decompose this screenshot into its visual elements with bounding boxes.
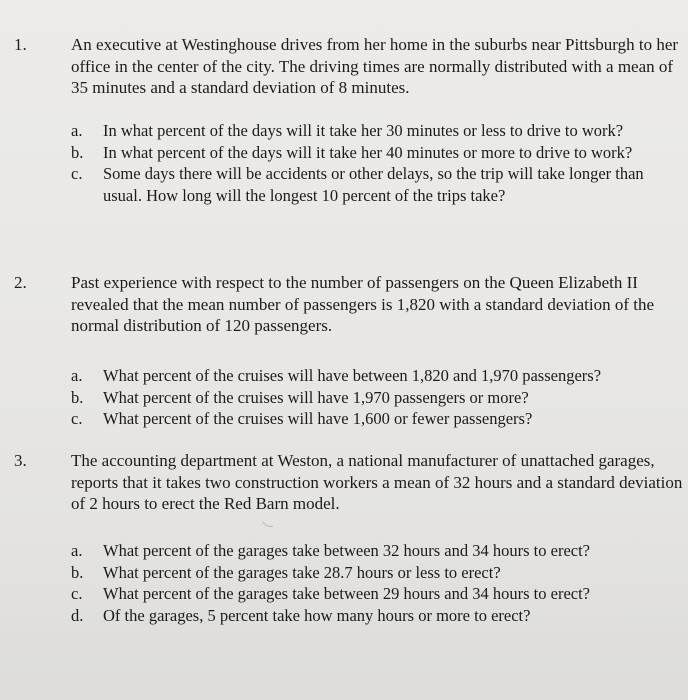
problem-parts xyxy=(71,365,671,430)
problem-stem: An executive at Westinghouse drives from her home in the suburbs near Pittsburgh to her office in the center of the city. The driving times are normally distributed with a mean of 35 minutes and a standard deviation of 8 minutes. xyxy=(71,35,679,97)
part-text: In what percent of the days will it take her 30 minutes or less to drive to work? xyxy=(103,121,624,140)
problem-3-part-a xyxy=(71,540,671,562)
part-text: Of the garages, 5 percent take how many hours or more to erect? xyxy=(103,605,531,625)
problem-2-part-b xyxy=(71,387,671,409)
part-letter: a. xyxy=(71,121,83,140)
part-letter: b. xyxy=(71,387,84,407)
part-letter: a. xyxy=(71,366,83,385)
part-letter: d. xyxy=(71,605,84,625)
pencil-tick-mark xyxy=(262,520,274,530)
problem-1-part-b xyxy=(71,142,651,164)
problem-1-part-c xyxy=(71,163,651,206)
part-text: In what percent of the days will it take her 40 minutes or more to drive to work? xyxy=(103,142,633,162)
problem-number: 3. xyxy=(14,451,27,470)
part-letter: c. xyxy=(71,164,83,183)
problem-parts xyxy=(71,120,651,206)
problem-2-part-a xyxy=(71,365,671,387)
problem-2-part-c xyxy=(71,408,671,430)
part-letter: c. xyxy=(71,409,83,428)
problem-number: 1. xyxy=(14,35,27,54)
part-text: What percent of the cruises will have 1,600 or fewer passengers? xyxy=(103,409,533,428)
part-text: What percent of the garages take 28.7 hours or less to erect? xyxy=(103,562,501,582)
problem-parts xyxy=(71,540,671,626)
part-text: Some days there will be accidents or other delays, so the trip will take longer than usual. How long will the longest 10 percent of the trips take? xyxy=(103,164,644,205)
part-text: What percent of the garages take between 32 hours and 34 hours to erect? xyxy=(103,541,591,560)
part-letter: c. xyxy=(71,584,83,603)
problem-1-part-a xyxy=(71,120,651,142)
problem-3-part-d xyxy=(71,605,671,627)
part-letter: b. xyxy=(71,142,84,162)
part-letter: a. xyxy=(71,541,83,560)
problem-3-part-b xyxy=(71,562,671,584)
part-text: What percent of the cruises will have between 1,820 and 1,970 passengers? xyxy=(103,366,602,385)
problem-stem: Past experience with respect to the number of passengers on the Queen Elizabeth II revealed that the mean number of passengers is 1,820 with a standard deviation of the normal distribution of 120 passengers. xyxy=(71,273,655,335)
problem-3-part-c xyxy=(71,583,671,605)
problem-stem: The accounting department at Weston, a national manufacturer of unattached garages, reports that it takes two construction workers a mean of 32 hours and a standard deviation of 2 hours to erect the Red Barn model. xyxy=(71,451,683,513)
part-letter: b. xyxy=(71,562,84,582)
part-text: What percent of the garages take between 29 hours and 34 hours to erect? xyxy=(103,584,591,603)
part-text: What percent of the cruises will have 1,970 passengers or more? xyxy=(103,387,529,407)
problem-number: 2. xyxy=(14,273,27,292)
